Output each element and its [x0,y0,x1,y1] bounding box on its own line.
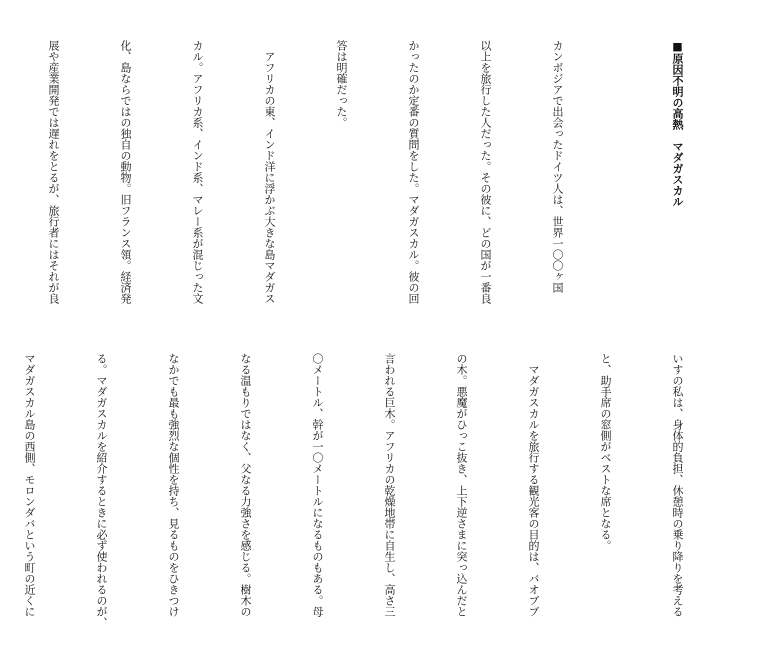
text-line: 展や産業開発では遅れをとるが、旅行者にはそれが良 [47,40,60,304]
text-line: マダガスカル島の西側、モロンダバという町の近くに [23,353,36,617]
text-line: かったのか定番の質問をした。マダガスカル。彼の回 [407,40,420,304]
heading-text: 原因不明の高熱 マダガスカル [671,53,684,207]
article-heading [665,40,689,332]
text-line: マダガスカルを旅行する観光客の目的は、バオブブ [527,353,540,617]
text-line: 以上を旅行した人だった。その彼に、どの国が一番良 [479,40,492,304]
text-line: なる温もりではなく、父なる力強さを感じる。樹木の [239,353,252,617]
article-top-block [0,40,737,332]
text-line: の木。悪魔がひっこ抜き、上下逆さまに突っ込んだと [455,353,468,617]
heading-square-mark: ■ [671,40,684,53]
text-line: と、助手席の窓側がベストな席となる。 [599,353,612,551]
text-line: いすの私は、身体的負担、休憩時の乗り降りを考える [671,353,684,617]
text-line: アフリカの東、インド洋に浮かぶ大きな島マダガス [263,40,276,304]
text-line: なかでも最も強烈な個性を持ち、見るものをひきつけ [167,353,180,617]
text-line: る。マダガスカルを紹介するときに必ず使われるのが、 [95,353,108,628]
text-line: 答は明確だった。 [335,40,348,128]
text-line: 〇メートル、幹が一〇メートルになるものもある。母 [311,353,324,617]
text-line: 化、島ならではの独自の動物。旧フランス領。経済発 [119,40,132,304]
article-bottom-block [0,353,737,628]
text-line: 言われる巨木。アフリカの乾燥地帯に自生し、高さ三 [383,353,396,617]
text-line: カンボジアで出会ったドイツ人は、世界一〇〇ヶ国 [551,40,564,293]
text-line: カル。アフリカ系、インド系、マレー系が混じった文 [191,40,204,304]
